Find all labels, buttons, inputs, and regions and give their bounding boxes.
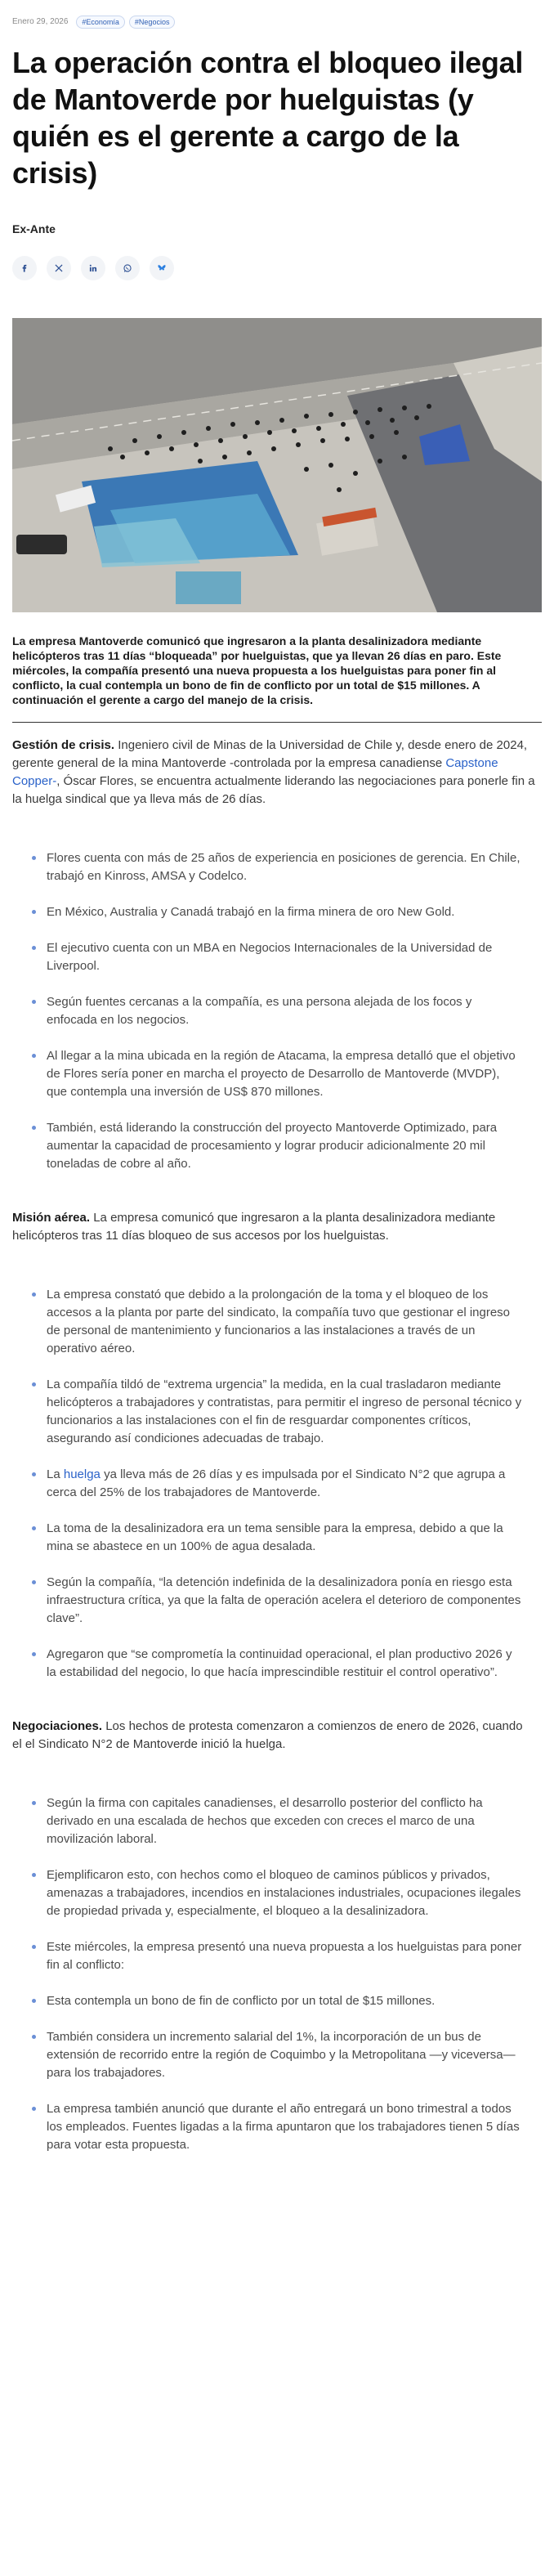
linkedin-icon	[87, 262, 99, 274]
list-item: En México, Australia y Canadá trabajó en la firma minera de oro New Gold.	[32, 903, 522, 921]
section-mision-text: La empresa comunicó que ingresaron a la planta desalinizadora mediante helicópteros tras 11 días bloqueo de sus accesos por los huelguistas.	[12, 1211, 496, 1243]
section-negociaciones-text: Los hechos de protesta comenzaron a comienzos de enero de 2026, cuando el el Sindicato N°2 de Mantoverde inició la huelga.	[12, 1719, 523, 1751]
list-item: Al llegar a la mina ubicada en la región de Atacama, la empresa detalló que el objetivo de Flores sería poner en marcha el proyecto de Desarrollo de Mantoverde (MVDP), que contempla una inversión de US$ 870 millones.	[32, 1047, 522, 1101]
share-whatsapp-button[interactable]	[115, 256, 140, 280]
publish-date: Enero 29, 2026	[12, 17, 69, 26]
section-mision-heading: Misión aérea.	[12, 1211, 91, 1225]
negociaciones-bullet-list	[32, 1794, 522, 2154]
list-item: La toma de la desalinizadora era un tema sensible para la empresa, debido a que la mina se abastece en un 100% de agua desalada.	[32, 1520, 522, 1556]
list-item: Este miércoles, la empresa presentó una nueva propuesta a los huelguistas para poner fin al conflicto:	[32, 1938, 522, 1974]
hero-image	[12, 318, 542, 612]
list-item	[32, 1466, 522, 1502]
share-linkedin-button[interactable]	[81, 256, 105, 280]
article-meta	[12, 0, 542, 29]
lead-divider	[12, 722, 542, 723]
list-item: La compañía tildó de “extrema urgencia” la medida, en la cual trasladaron mediante helicópteros a trabajadores y contratistas, para permitir el ingreso de personal técnico y funcionarios a las instalaciones con el fin de resguardar componentes críticos, asegurando así condiciones adecuadas de trabajo.	[32, 1376, 522, 1448]
article-lead: La empresa Mantoverde comunicó que ingresaron a la planta desalinizadora mediante helicópteros tras 11 días “bloqueada” por huelguistas, que ya llevan 26 días en paro. Este miércoles, la compañía presentó una nueva propuesta a los huelguistas para poner fin al conflicto, la cual contempla un bono de fin de conflicto por un total de $15 millones. A continuación el gerente a cargo del manejo de la crisis.	[12, 634, 502, 706]
huelga-link[interactable]: huelga	[63, 1467, 101, 1481]
list-item: La empresa constató que debido a la prolongación de la toma y el bloqueo de los accesos a la planta por parte del sindicato, la compañía tuvo que gestionar el ingreso de personal de mantenimiento y funcionarios a las instalaciones a través de un operativo aéreo.	[32, 1286, 522, 1358]
list-item: Según la compañía, “la detención indefinida de la desalinizadora ponía en riesgo esta infraestructura crítica, ya que la falta de operación acelera el deterioro de componentes clave”.	[32, 1574, 522, 1628]
section-mision-intro	[12, 1209, 535, 1245]
list-item: Flores cuenta con más de 25 años de experiencia en posiciones de gerencia. En Chile, trabajó en Kinross, AMSA y Codelco.	[32, 849, 522, 885]
x-icon	[53, 262, 65, 274]
share-x-button[interactable]	[47, 256, 71, 280]
share-bar	[12, 255, 542, 281]
aerial-photo-illustration	[12, 318, 542, 612]
section-negociaciones-heading: Negociaciones.	[12, 1719, 103, 1733]
tag-economia[interactable]: #Economía	[76, 16, 125, 29]
section-crisis-heading: Gestión de crisis.	[12, 738, 115, 752]
whatsapp-icon	[122, 262, 133, 274]
bluesky-icon	[156, 262, 168, 274]
article-title: La operación contra el bloqueo ilegal de Mantoverde por huelguistas (y quién es el gerente a cargo de la crisis)	[12, 46, 524, 190]
bullet-suffix: ya lleva más de 26 días y es impulsada por el Sindicato N°2 que agrupa a cerca del 25% de los trabajadores de Mantoverde.	[47, 1467, 506, 1499]
list-item: Esta contempla un bono de fin de conflicto por un total de $15 millones.	[32, 1992, 522, 2010]
list-item: Ejemplificaron esto, con hechos como el bloqueo de caminos públicos y privados, amenazas a trabajadores, incendios en instalaciones industriales, ocupaciones ilegales de propiedad privada y, especialmente, el bloqueo a la desalinizadora.	[32, 1866, 522, 1920]
mision-bullet-list	[32, 1286, 522, 1682]
facebook-icon	[19, 262, 30, 274]
share-bluesky-button[interactable]	[150, 256, 174, 280]
crisis-bullet-list	[32, 849, 522, 1173]
section-crisis-intro	[12, 737, 535, 809]
section-crisis-text-b: , Óscar Flores, se encuentra actualmente liderando las negociaciones para ponerle fin a la huelga sindical que ya lleva más de 26 días.	[12, 774, 535, 806]
capstone-link[interactable]: Capstone Copper-	[12, 756, 498, 788]
list-item: Según la firma con capitales canadienses, el desarrollo posterior del conflicto ha derivado en una escalada de hechos que exceden con creces el marco de una movilización laboral.	[32, 1794, 522, 1848]
section-crisis-text-a: Ingeniero civil de Minas de la Universidad de Chile y, desde enero de 2024, gerente general de la mina Mantoverde -controlada por la empresa canadiense	[12, 738, 528, 770]
tag-negocios[interactable]: #Negocios	[129, 16, 176, 29]
share-facebook-button[interactable]	[12, 256, 37, 280]
list-item: La empresa también anunció que durante el año entregará un bono trimestral a todos los empleados. Fuentes ligadas a la firma apuntaron que los trabajadores tienen 5 días para votar esta propuesta.	[32, 2100, 522, 2154]
list-item: Agregaron que “se comprometía la continuidad operacional, el plan productivo 2026 y la estabilidad del negocio, lo que hacía imprescindible restituir el control operativo”.	[32, 1646, 522, 1682]
author-name[interactable]: Ex-Ante	[12, 222, 56, 235]
list-item: También considera un incremento salarial del 1%, la incorporación de un bus de extensión de recorrido entre la región de Coquimbo y la Metropolitana —y viceversa— para los trabajadores.	[32, 2028, 522, 2082]
section-negociaciones-intro	[12, 1718, 535, 1754]
bullet-prefix: La	[47, 1467, 64, 1481]
list-item: El ejecutivo cuenta con un MBA en Negocios Internacionales de la Universidad de Liverpool.	[32, 939, 522, 975]
list-item: También, está liderando la construcción del proyecto Mantoverde Optimizado, para aumentar la capacidad de procesamiento y lograr producir adicionalmente 20 mil toneladas de cobre al año.	[32, 1119, 522, 1173]
list-item: Según fuentes cercanas a la compañía, es una persona alejada de los focos y enfocada en los negocios.	[32, 993, 522, 1029]
